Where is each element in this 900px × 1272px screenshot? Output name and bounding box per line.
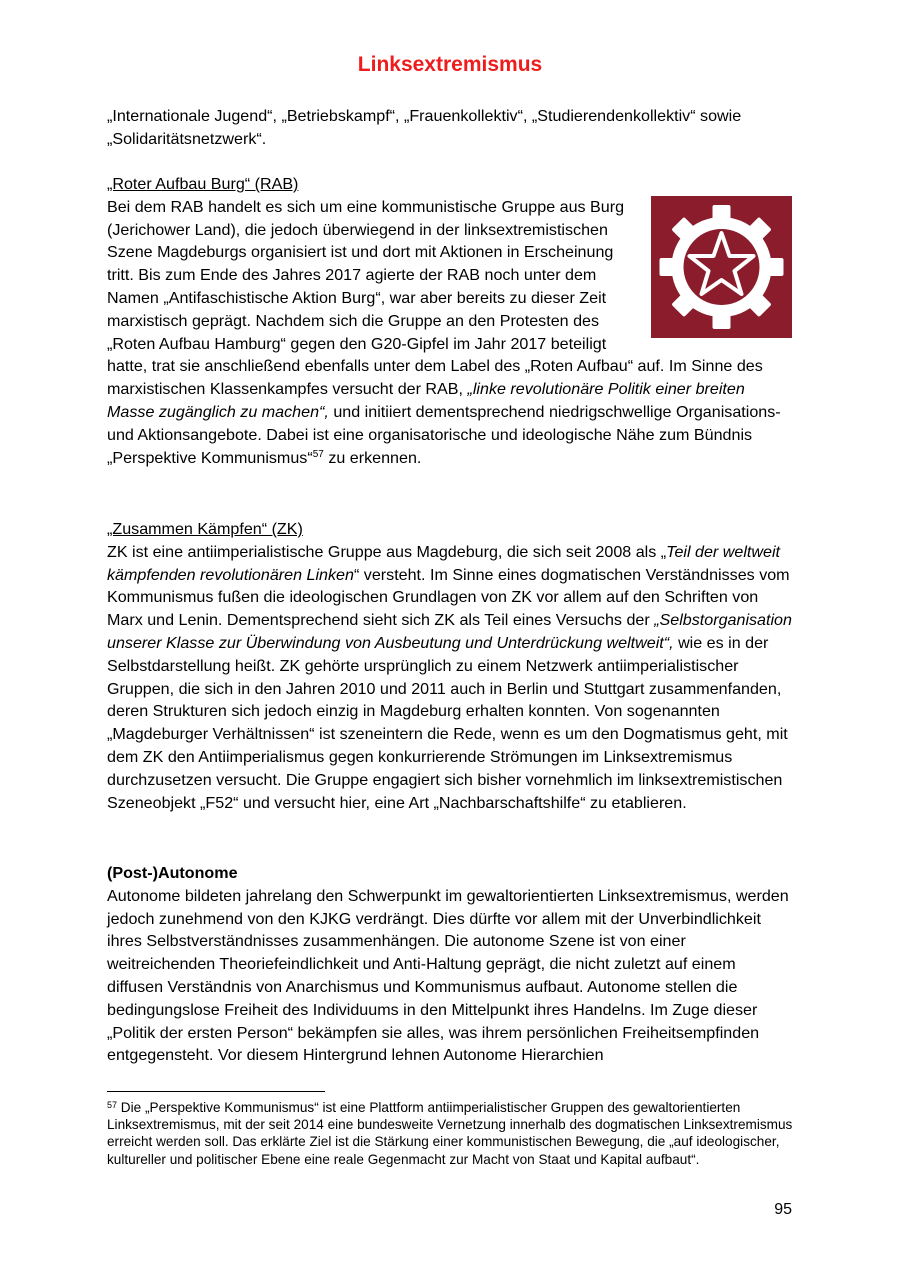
section-zk	[107, 518, 792, 814]
page-title: Linksextremismus	[357, 53, 543, 76]
autonome-paragraph: Autonome bildeten jahrelang den Schwerpunkt im gewaltorientierten Linksextremismus, werden jedoch zunehmend von den KJKG verdrängt. Dies dürfte vor allem mit der Unverbindlichkeit ihres Selbstverständnisses zusammenhängen. Die autonome Szene ist von einer weitreichenden Theoriefeindlichkeit und Anti-Haltung geprägt, die nicht zuletzt auf einem diffusen Verständnis von Anarchismus und Kommunismus aufbaut. Autonome stellen die bedingungslose Freiheit des Individuums in den Mittelpunkt ihres Handelns. Im Zuge dieser „Politik der ersten Person“ bekämpfen sie alles, was ihrem persönlichen Freiheitsempfinden entgegensteht. Vor diesem Hintergrund lehnen Autonome Hierarchien	[107, 886, 789, 1065]
section-heading-autonome: (Post-)Autonome	[107, 864, 238, 882]
red-star-gear-icon	[651, 196, 792, 338]
rab-text-2: und initiiert dementsprechend niedrigschwellige Organisations- und Aktionsangebote. Dabei ist eine organisatorische und ideologische Nähe zum Bündnis „Perspektive Kommunismus“	[107, 402, 781, 467]
zk-paragraph	[107, 541, 792, 815]
section-heading-rab: „Roter Aufbau Burg“ (RAB)	[107, 175, 299, 193]
footnote-divider	[107, 1091, 325, 1092]
rab-text-1: Bei dem RAB handelt es sich um eine kommunistische Gruppe aus Burg (Jerichower Land), die jedoch überwiegend in der linksextremistischen Szene Magdeburgs organisiert ist und dort mit Aktionen in Erscheinung tritt. Bis zum Ende des Jahres 2017 agierte der RAB noch unter dem Namen „Antifaschistische Aktion Burg“, war aber bereits zu dieser Zeit marxistisch geprägt. Nachdem sich die Gruppe an den Protesten des „Roten Aufbau Hamburg“ gegen den G20-Gipfel im Jahr 2017 beteiligt hatte, trat sie anschließend ebenfalls unter dem Label des „Roten Aufbau“ auf. Im Sinne des marxistischen Klassenkampfes versucht der RAB,	[107, 197, 763, 399]
footnote-ref-57[interactable]: 57	[312, 448, 324, 460]
zk-text-2: “ versteht. Im Sinne eines dogmatischen Verständnisses vom Kommunismus fußen die ideologischen Grundlagen von ZK vor allem auf den Schriften von Marx und Lenin. Dementsprechend sieht sich ZK als Teil eines Versuchs der	[107, 565, 790, 630]
intro-text: „Internationale Jugend“, „Betriebskampf“, „Frauenkollektiv“, „Studierendenkollektiv“ sowie „Solidaritätsnetzwerk“.	[107, 107, 742, 148]
zk-quote-1: Teil der weltweit kämpfenden revolutionären Linken	[107, 542, 780, 584]
footnote-text: Die „Perspektive Kommunismus“ ist eine Plattform antiimperialistischer Gruppen des gewaltorientierten Linksextremismus, mit der seit 2014 eine bundesweite Vernetzung innerhalb des dogmatischen Linksextremismus erreicht werden soll. Das erklärte Ziel ist die Stärkung einer kommunistischen Bewegung, die „auf ideologischer, kultureller und politischer Ebene eine reale Gegenmacht zur Macht von Staat und Kapital aufbaut“.	[107, 1100, 793, 1167]
page-number: 95	[774, 1201, 792, 1218]
intro-paragraph	[107, 105, 792, 151]
zk-text-1: ZK ist eine antiimperialistische Gruppe aus Magdeburg, die sich seit 2008 als „	[107, 542, 667, 561]
zk-text-3: wie es in der Selbstdarstellung heißt. ZK gehörte ursprünglich zu einem Netzwerk antiimperialistischer Gruppen, die sich in den Jahren 2010 und 2011 auch in Berlin und Stuttgart zusammenfanden, deren Strukturen sich jedoch einzig in Magdeburg erhalten konnten. Von sogenannten „Magdeburger Verhältnissen“ ist szeneintern die Rede, wenn es um den Dogmatismus geht, mit dem ZK den Antiimperialismus gegen konkurrierende Strömungen im Linksextremismus durchzusetzen versucht. Die Gruppe engagiert sich bisher vornehmlich im linksextremistischen Szeneobjekt „F52“ und versucht hier, eine Art „Nachbarschaftshilfe“ zu etablieren.	[107, 633, 788, 812]
section-heading-zk: „Zusammen Kämpfen“ (ZK)	[107, 520, 303, 538]
rab-text-3: zu erkennen.	[328, 448, 422, 467]
section-rab	[107, 173, 792, 469]
section-autonome	[107, 862, 792, 1067]
zk-quote-2: „Selbstorganisation unserer Klasse zur Überwindung von Ausbeutung und Unterdrückung weltweit“,	[107, 611, 792, 652]
footnote	[107, 1099, 797, 1168]
rab-quote: „linke revolutionäre Politik einer breiten Masse zugänglich zu machen“,	[107, 380, 745, 421]
footnote-number: 57	[107, 1100, 118, 1110]
